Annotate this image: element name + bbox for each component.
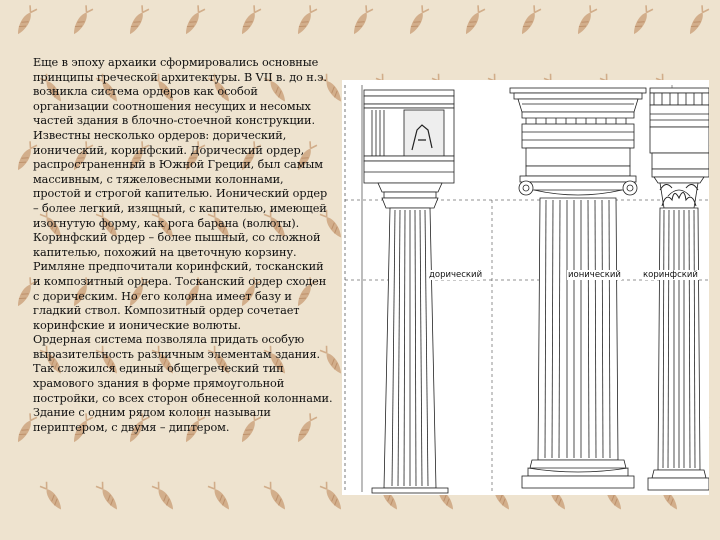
fish-motif-icon	[183, 5, 205, 36]
fish-motif-icon	[407, 5, 429, 36]
greek-orders-illustration	[342, 80, 709, 495]
fish-motif-icon	[127, 5, 149, 36]
doric-entablature	[364, 90, 454, 208]
corinthian-column-shaft	[648, 208, 709, 490]
corinthian-entablature	[650, 88, 709, 208]
ionic-column-shaft	[522, 198, 634, 488]
doric-column-shaft	[372, 208, 448, 493]
fish-motif-icon	[71, 5, 93, 36]
doric-order-label: дорический	[429, 270, 483, 280]
fish-motif-icon	[40, 482, 64, 512]
fish-motif-icon	[15, 5, 37, 36]
fish-motif-icon	[152, 482, 176, 512]
fish-motif-icon	[96, 482, 120, 512]
fish-motif-icon	[320, 482, 344, 512]
fish-motif-icon	[264, 482, 288, 512]
fish-motif-icon	[351, 5, 373, 36]
fish-motif-icon	[519, 5, 541, 36]
fish-motif-icon	[631, 5, 653, 36]
fish-motif-icon	[208, 482, 232, 512]
ionic-entablature	[510, 88, 646, 195]
fish-motif-icon	[239, 5, 261, 36]
fish-motif-icon	[575, 5, 597, 36]
fish-motif-icon	[295, 5, 317, 36]
fish-motif-icon	[463, 5, 485, 36]
corinthian-order-label: коринфский	[643, 270, 698, 280]
slide-body-text: Еще в эпоху архаики сформировались основные принципы греческой архитектуры. В VII в. до н.э. возникла система ордеров как особой организации соотношения несущих и несомых частей здания в блочно-стоечной конструкции. Известны несколько ордеров: дорический, ионический, коринфский. Дорический ордер, распространенный в Южной Греции, был самым массивным, с тяжеловесными колоннами, простой и строгой капителью. Ионический ордер – более легкий, изящный, с капителью, имеющей изогнутую форму, как рога барана (волюты). Коринфский ордер – более пышный, со сложной капителью, похожий на цветочную корзину. Римляне предпочитали коринфский, тосканский и композитный ордера. Тосканский ордер сходен с дорическим. Но его колонна имеет базу и гладкий ствол. Композитный ордер сочетает коринфские и ионические волюты. Ордерная система позволяла придать особую выразительность различным элементам здания. Так сложился единый общегреческий тип храмового здания в форме прямоугольной постройки, со всех сторон обнесенной колоннами. Здание с одним рядом колонн называли периптером, с двумя – диптером.	[33, 56, 333, 434]
ionic-order-label: ионический	[568, 270, 621, 280]
orders-drawing	[342, 80, 709, 495]
fish-motif-icon	[687, 5, 709, 36]
